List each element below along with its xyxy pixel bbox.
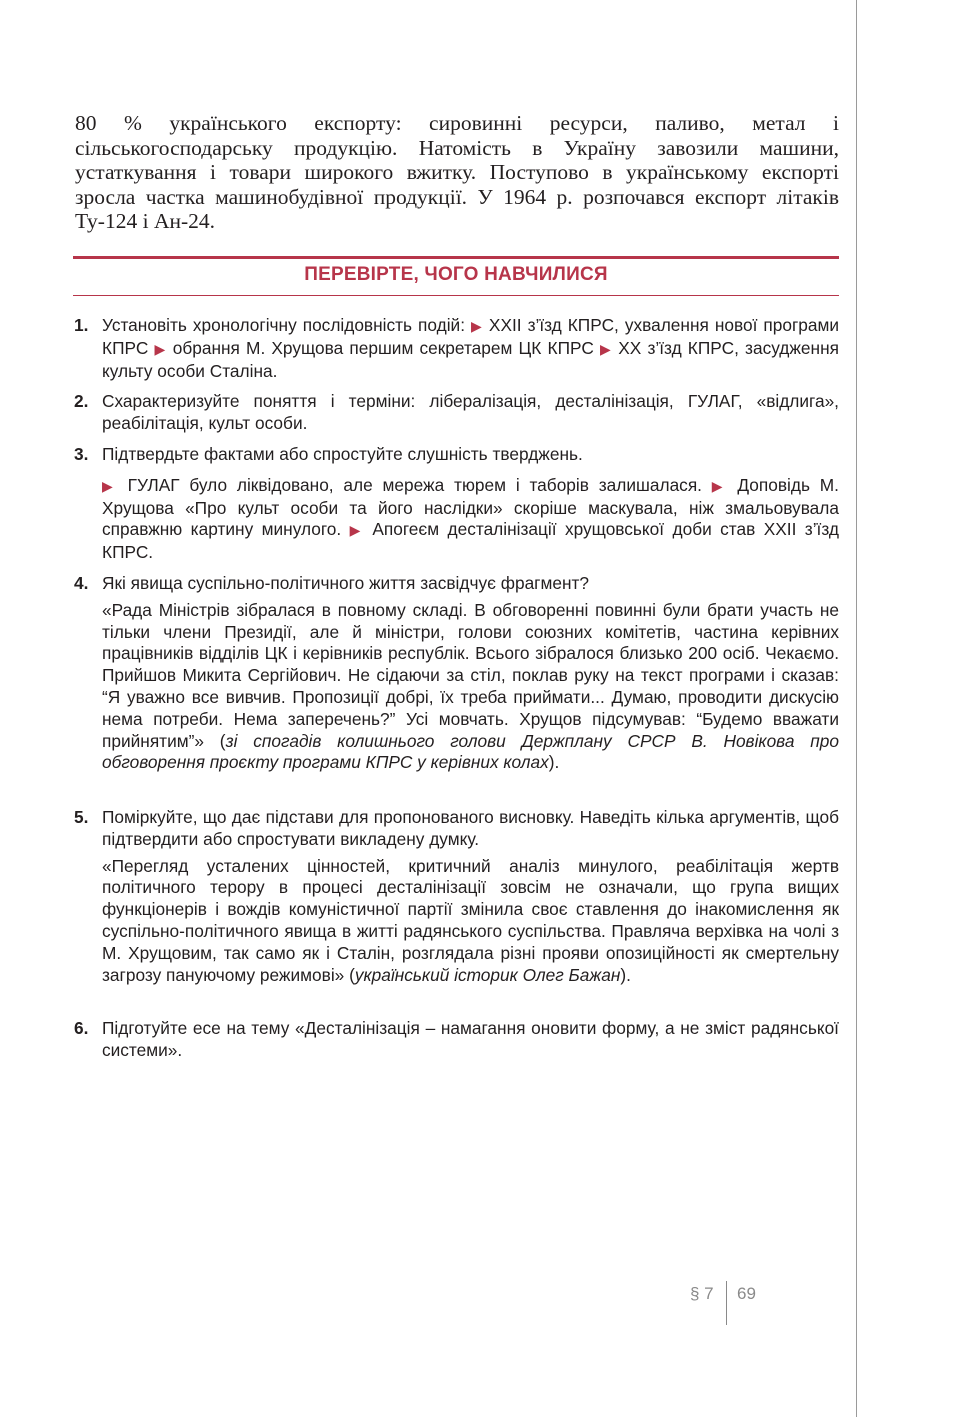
triangle-bullet-icon: ▶ <box>599 340 613 357</box>
statement: ГУЛАГ було ліквідовано, але мережа тюрем і таборів залишалася. <box>117 474 712 495</box>
event-item: обрання М. Хрущова першим секретарем ЦК КПРС <box>166 337 600 358</box>
footer-separator <box>726 1281 727 1325</box>
section-number: § 7 <box>690 1284 714 1303</box>
page-edge-line <box>856 0 857 1417</box>
question-number: 1. <box>74 315 89 335</box>
question-text: Підтвердьте фактами або спростуйте слушність тверджень. <box>102 444 583 464</box>
heading-bottom-rule <box>73 295 839 296</box>
question-4 <box>74 573 839 774</box>
question-1 <box>74 315 839 382</box>
question-text: Які явища суспільно-політичного життя засвідчує фрагмент? <box>102 573 590 593</box>
statements-block <box>102 475 839 564</box>
question-text: Підготуйте есе на тему «Десталінізація – намагання оновити форму, а не зміст радянської системи». <box>102 1018 839 1060</box>
statement: Доповідь М. Хрущова «Про культ особи та його наслідки» скоріше маскувала, ніж змальовувала справжню картину минулого. <box>102 474 839 540</box>
quote-text: «Рада Міністрів зібралася в повному складі. В обговоренні повинні були брати участь не тільки члени Президії, але й міністри, голови союзних комітетів, частина керівних працівників відділів ЦК і керівників республік. Всього зібралося близько 200 осіб. Чекаємо. Прийшов Микита Сергійович. Не сідаючи за стіл, поклав руку на текст програми і сказав: “Я уважно все вивчив. Пропозиції добрі, їх треба приймати... Думаю, проводити дискусію нема потреби. Нема заперечень?” Усі мовчать. Хрущов підсумував: “Будемо вважати прийнятим”» ( <box>102 599 839 751</box>
question-text: Поміркуйте, що дає підстави для пропонованого висновку. Наведіть кілька аргументів, щоб підтвердити або спростувати викладену думку. <box>102 807 839 849</box>
question-6 <box>74 1018 839 1062</box>
question-text <box>102 315 839 382</box>
question-2 <box>74 391 839 435</box>
quote-block <box>102 856 839 987</box>
quote-close: ). <box>620 964 631 985</box>
event-item: ХХ з’їзд КПРС, засудження культу особи Сталіна. <box>102 337 839 381</box>
statement: Апогеєм десталінізації хрущовської доби став ХХІІ з’їзд КПРС. <box>102 519 839 563</box>
event-item: ХХІІ з’їзд КПРС, ухвалення нової програми КПРС <box>102 315 840 358</box>
quote-close: ). <box>548 752 560 773</box>
quote-source: зі спогадів колишнього голови Держплану СРСР В. Новікова про обговорення проєкту програми КПРС у керівних колах <box>102 730 839 773</box>
intro-paragraph: 80 % українського експорту: сировинні ресурси, паливо, метал і сільськогосподарську продукцію. Натомість в Україну завозили машини, устаткування і товари широкого вжитку. Поступово в українському експорті зросла частка машинобудівної продукції. У 1964 р. розпочався експорт літаків Ту-124 і Ан-24. <box>75 111 839 233</box>
question-number: 5. <box>74 807 89 827</box>
quote-source: український історик Олег Бажан <box>354 964 621 985</box>
question-number: 2. <box>74 391 89 411</box>
triangle-bullet-icon: ▶ <box>102 477 118 494</box>
quote-text: «Перегляд усталених цінностей, критичний аналіз минулого, реабілітація жертв політичного терору в процесі десталінізації зовсім не означали, що група вищих функціонерів і вождів комуністичної партії змінила своє ставлення до інакомислення як суспільно-політичного явища в житті радянського суспільства. Правляча верхівка на чолі з М. Хрущовим, так само як і Сталін, розглядала різні прояви опозиційності як смертельну загрозу пануючому режимові» ( <box>102 855 839 985</box>
triangle-bullet-icon: ▶ <box>349 522 364 539</box>
section-heading: ПЕРЕВІРТЕ, ЧОГО НАВЧИЛИСЯ <box>304 264 608 285</box>
quote-block <box>102 600 839 774</box>
heading-top-rule <box>73 256 839 259</box>
question-lead: Установіть хронологічну послідовність подій: <box>102 315 471 335</box>
question-5 <box>74 807 839 986</box>
triangle-bullet-icon: ▶ <box>154 340 167 357</box>
triangle-bullet-icon: ▶ <box>711 477 728 494</box>
question-3 <box>74 444 839 564</box>
question-number: 4. <box>74 573 89 593</box>
triangle-bullet-icon: ▶ <box>471 318 483 334</box>
question-number: 6. <box>74 1018 89 1038</box>
question-number: 3. <box>74 444 89 464</box>
question-text: Схарактеризуйте поняття і терміни: лібералізація, десталінізація, ГУЛАГ, «відлига», реабілітація, культ особи. <box>102 391 839 433</box>
page-number: 69 <box>737 1284 756 1303</box>
